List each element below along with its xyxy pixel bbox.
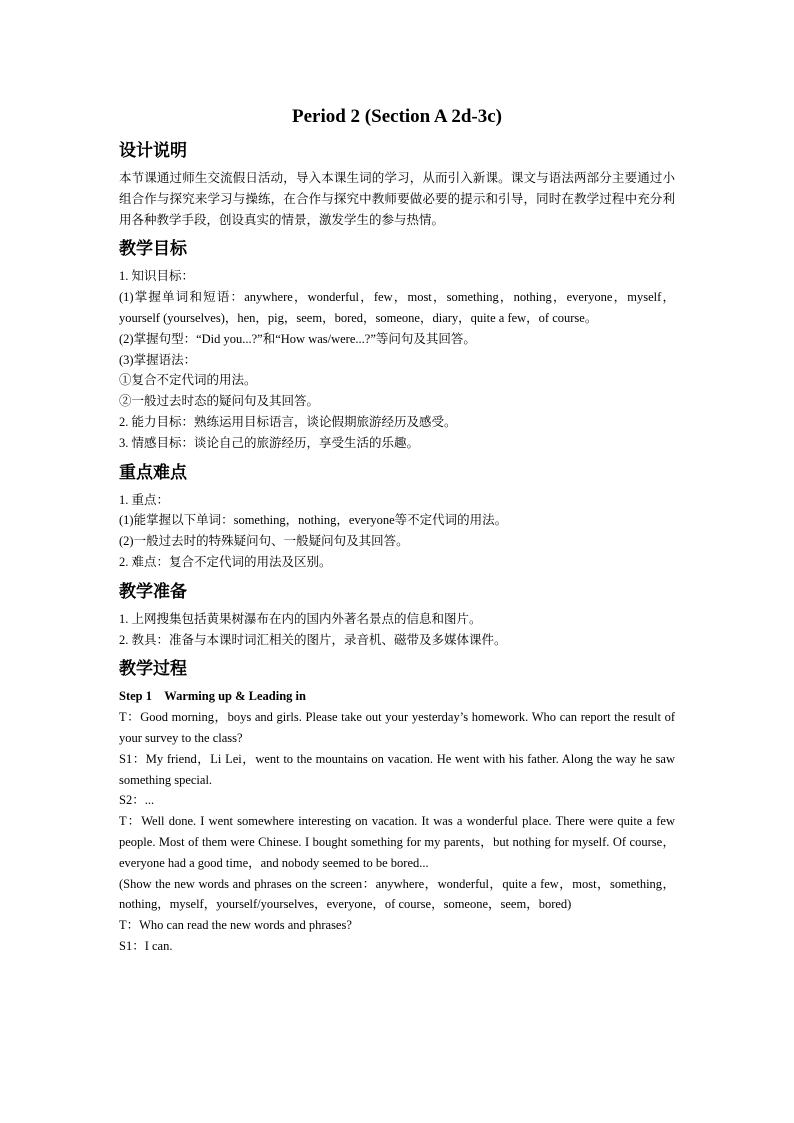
dialogue-line: T：Good morning，boys and girls. Please take out your yesterday’s homework. Who can report the result of your survey to the class? xyxy=(119,710,675,745)
paragraph: (2)掌握句型：“Did you...?”和“How was/were...?”等问句及其回答。 xyxy=(119,331,476,346)
section-process xyxy=(119,656,675,956)
section-heading: 教学准备 xyxy=(119,581,187,602)
section-heading: 重点难点 xyxy=(119,462,187,483)
section-objectives xyxy=(119,236,675,453)
paragraph: 3. 情感目标：谈论自己的旅游经历，享受生活的乐趣。 xyxy=(119,435,420,450)
dialogue-line: S2：... xyxy=(119,793,155,808)
page-title: Period 2 (Section A 2d-3c) xyxy=(291,106,503,127)
section-preparation xyxy=(119,579,675,651)
section-key-points xyxy=(119,460,675,573)
paragraph: ①复合不定代词的用法。 xyxy=(119,373,257,388)
dialogue-line: T：Well done. I went somewhere interesting on vacation. It was a wonderful place. There were quite a few people. Most of them were Chinese. I bought something for my parents，but nothing for myself. Of course，everyone had a good time，and nobody seemed to be bored... xyxy=(119,814,675,870)
dialogue-line: T：Who can read the new words and phrases? xyxy=(119,918,352,933)
paragraph: (1)掌握单词和短语：anywhere，wonderful，few，most，something，nothing，everyone，myself，yourself (yourselves)，hen，pig，seem，bored，someone，diary，quite a few，of course。 xyxy=(119,290,675,325)
paragraph: 1. 上网搜集包括黄果树瀑布在内的国内外著名景点的信息和图片。 xyxy=(119,611,482,626)
dialogue-line: S1：My friend，Li Lei，went to the mountains on vacation. He went with his father. Along the way he saw something special. xyxy=(119,751,675,787)
paragraph: 2. 难点：复合不定代词的用法及区别。 xyxy=(119,554,332,569)
paragraph: (1)能掌握以下单词：something，nothing，everyone等不定代词的用法。 xyxy=(119,513,508,528)
paragraph: 本节课通过师生交流假日活动，导入本课生词的学习，从而引入新课。课文与语法两部分主要通过小组合作与探究来学习与操练，在合作与探究中教师要做必要的提示和引导，同时在教学过程中充分利用各种教学手段，创设真实的情景，激发学生的参与热情。 xyxy=(119,171,675,227)
section-heading: 教学目标 xyxy=(119,239,187,260)
step-heading: Step 1 Warming up & Leading in xyxy=(119,689,306,704)
dialogue-line: (Show the new words and phrases on the screen：anywhere，wonderful，quite a few，most，something，nothing，myself，yourself/yourselves，everyone，of course，someone，seem，bored) xyxy=(119,876,675,912)
paragraph: (2)一般过去时的特殊疑问句、一般疑问句及其回答。 xyxy=(119,534,409,549)
dialogue-line: S1：I can. xyxy=(119,938,173,953)
paragraph: 1. 知识目标： xyxy=(119,269,195,284)
paragraph: ②一般过去时态的疑问句及其回答。 xyxy=(119,394,320,409)
paragraph: 2. 教具：准备与本课时词汇相关的图片，录音机、磁带及多媒体课件。 xyxy=(119,632,507,647)
paragraph: 2. 能力目标：熟练运用目标语言，谈论假期旅游经历及感受。 xyxy=(119,414,457,429)
paragraph: (3)掌握语法： xyxy=(119,352,197,367)
section-design xyxy=(119,138,675,230)
section-heading: 设计说明 xyxy=(119,141,187,161)
document-content xyxy=(119,104,675,957)
section-heading: 教学过程 xyxy=(119,659,187,680)
paragraph: 1. 重点： xyxy=(119,492,170,507)
